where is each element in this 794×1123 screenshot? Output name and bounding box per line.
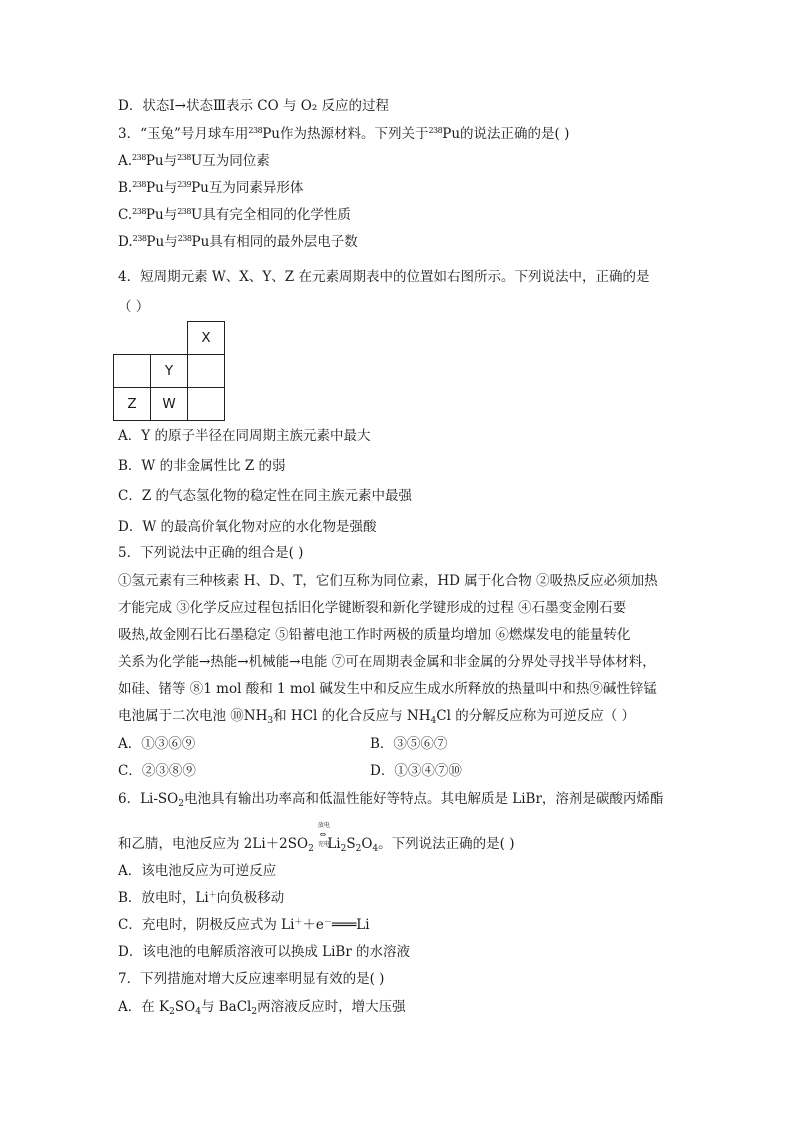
text: O — [361, 836, 373, 852]
q5-line-5: 如硅、锗等 ⑧1 mol 酸和 1 mol 碱发生中和反应生成水所释放的热量叫中和热⑨碱性锌锰 — [118, 681, 657, 697]
text: 两溶液反应时，增大压强 — [257, 999, 406, 1015]
mass-number: 238 — [132, 180, 146, 189]
q5-option-c: C．②③⑧⑨ — [118, 763, 196, 779]
text: 和乙腈，电池反应为 2Li＋2SO — [118, 836, 309, 852]
mass-number: 238 — [132, 153, 146, 162]
q5-option-d: D．①③④⑦⑩ — [370, 763, 462, 779]
q3-stem-text-2: Pu作为热源材料。下列关于 — [262, 126, 429, 142]
q6-stem-2 — [118, 822, 515, 854]
option-text: Pu互为同素异形体 — [191, 180, 304, 196]
q3-option-d — [118, 232, 358, 252]
q4-paren: （ ） — [118, 299, 150, 315]
mass-number: 239 — [177, 180, 192, 189]
subscript: 2 — [251, 1007, 258, 1017]
text: Li — [327, 836, 341, 852]
mass-number: 238 — [132, 234, 147, 243]
subscript: 4 — [430, 716, 437, 726]
text: 电池属于二次电池 ⑩NH — [118, 708, 268, 724]
text: 与 BaCl — [200, 999, 252, 1015]
mass-number: 238 — [177, 207, 191, 216]
text: 向负极移动 — [216, 890, 285, 906]
q5-line-6 — [118, 706, 635, 726]
q7-option-a — [118, 997, 406, 1017]
option-text: U具有完全相同的化学性质 — [190, 207, 351, 223]
subscript: 3 — [267, 716, 274, 726]
q3-mass-number: 238 — [248, 126, 263, 135]
superscript: ＋ — [294, 917, 303, 926]
q3-stem-text-3: Pu的说法正确的是( ) — [442, 126, 570, 142]
mass-number: 238 — [177, 153, 191, 162]
q4-option-c: C．Z 的气态氢化物的稳定性在同主族元素中最强 — [118, 488, 413, 504]
arrow-labels: 放电 ⇔ 充电 — [317, 822, 330, 848]
q4-stem: 4．短周期元素 W、X、Y、Z 在元素周期表中的位置如右图所示。下列说法中，正确的是 — [118, 269, 650, 285]
subscript: 2 — [169, 1007, 175, 1017]
text: C．充电时，阴极反应式为 Li — [118, 917, 295, 933]
q6-stem-1 — [118, 789, 663, 809]
option-label: C. — [118, 207, 133, 223]
q7-stem: 7．下列措施对增大反应速率明显有效的是( ) — [118, 971, 385, 987]
pt-cell-empty — [151, 322, 188, 355]
superscript: － — [323, 917, 332, 926]
text: ＋e — [302, 917, 324, 933]
q4-option-d: D．W 的最高价氧化物对应的水化物是强酸 — [118, 519, 377, 535]
text: 6．Li-SO — [118, 791, 179, 807]
q5-line-2: 才能完成 ③化学反应过程包括旧化学键断裂和新化学键形成的过程 ④石墨变金刚石要 — [118, 600, 627, 616]
q3-stem-text: 3．“玉兔”号月球车用 — [118, 126, 249, 142]
mass-number: 238 — [177, 234, 192, 243]
option-label: A. — [118, 153, 133, 169]
subscript: 2 — [178, 799, 184, 809]
q6-option-d: D．该电池的电解质溶液可以换成 LiBr 的水溶液 — [118, 944, 411, 960]
mass-number: 238 — [132, 207, 146, 216]
q6-option-c — [118, 915, 370, 935]
option-text: Pu与 — [146, 180, 178, 196]
option-text: U互为同位素 — [190, 153, 270, 169]
pt-cell-empty-bordered — [114, 355, 151, 388]
pt-cell-w: W — [151, 388, 188, 421]
q3-option-a — [118, 151, 270, 171]
option-text: Pu具有相同的最外层电子数 — [191, 234, 358, 250]
text: A．在 K — [118, 999, 170, 1015]
subscript: 2 — [340, 844, 347, 854]
arrow-bottom-label: 充电 — [317, 841, 330, 848]
q3-mass-number-2: 238 — [428, 126, 443, 135]
periodic-table-fragment — [113, 321, 225, 421]
q6-option-a: A．该电池反应为可逆反应 — [118, 863, 277, 879]
q3-option-c — [118, 205, 351, 225]
pt-cell-empty — [114, 322, 151, 355]
option-text: Pu与 — [146, 234, 178, 250]
q3-stem — [118, 124, 569, 144]
option-label: D. — [118, 234, 133, 250]
option-label: B. — [118, 180, 133, 196]
subscript: 2 — [308, 844, 314, 854]
text: 和 HCl 的化合反应与 NH — [273, 708, 431, 724]
text: S — [346, 836, 356, 852]
q3-option-b — [118, 178, 303, 198]
text: 电池具有输出功率高和低温性能好等特点。其电解质是 LiBr，溶剂是碳酸丙烯酯 — [183, 791, 664, 807]
q2-option-d: D．状态Ⅰ→状态Ⅲ表示 CO 与 O₂ 反应的过程 — [118, 98, 390, 114]
reversible-arrow-icon — [314, 822, 330, 854]
subscript: 4 — [372, 844, 379, 854]
subscript: 4 — [195, 1007, 201, 1017]
arrow-top-label: 放电 — [317, 822, 330, 829]
superscript: ＋ — [208, 890, 217, 899]
q6-option-b — [118, 888, 284, 908]
q5-line-1: ①氢元素有三种核素 H、D、T，它们互称为同位素，HD 属于化合物 ②吸热反应必须加热 — [118, 573, 658, 589]
q5-line-4: 关系为化学能→热能→机械能→电能 ⑦可在周期表金属和非金属的分界处寻找半导体材料， — [118, 654, 656, 670]
option-text: Pu与 — [145, 153, 178, 169]
q5-option-b: B．③⑤⑥⑦ — [370, 736, 448, 752]
text: SO — [174, 999, 196, 1015]
text: 。下列说法正确的是( ) — [378, 836, 515, 852]
option-text: Pu与 — [145, 207, 178, 223]
pt-cell-y: Y — [151, 355, 188, 388]
q5-line-3: 吸热,故金刚石比石墨稳定 ⑤铅蓄电池工作时两极的质量均增加 ⑥燃煤发电的能量转化 — [118, 627, 631, 643]
pt-cell-x: X — [188, 322, 225, 355]
q4-option-b: B．W 的非金属性比 Z 的弱 — [118, 458, 286, 474]
text: Cl 的分解反应称为可逆反应（ ） — [436, 708, 635, 724]
pt-cell-empty-bordered — [188, 388, 225, 421]
text: ═══Li — [331, 917, 370, 933]
pt-cell-empty-bordered — [188, 355, 225, 388]
text: B．放电时，Li — [118, 890, 209, 906]
pt-cell-z: Z — [114, 388, 151, 421]
q5-stem: 5．下列说法中正确的组合是( ) — [118, 545, 304, 561]
q5-option-a: A．①③⑥⑨ — [118, 736, 196, 752]
q4-option-a: A．Y 的原子半径在同周期主族元素中最大 — [118, 428, 371, 444]
subscript: 2 — [355, 844, 362, 854]
